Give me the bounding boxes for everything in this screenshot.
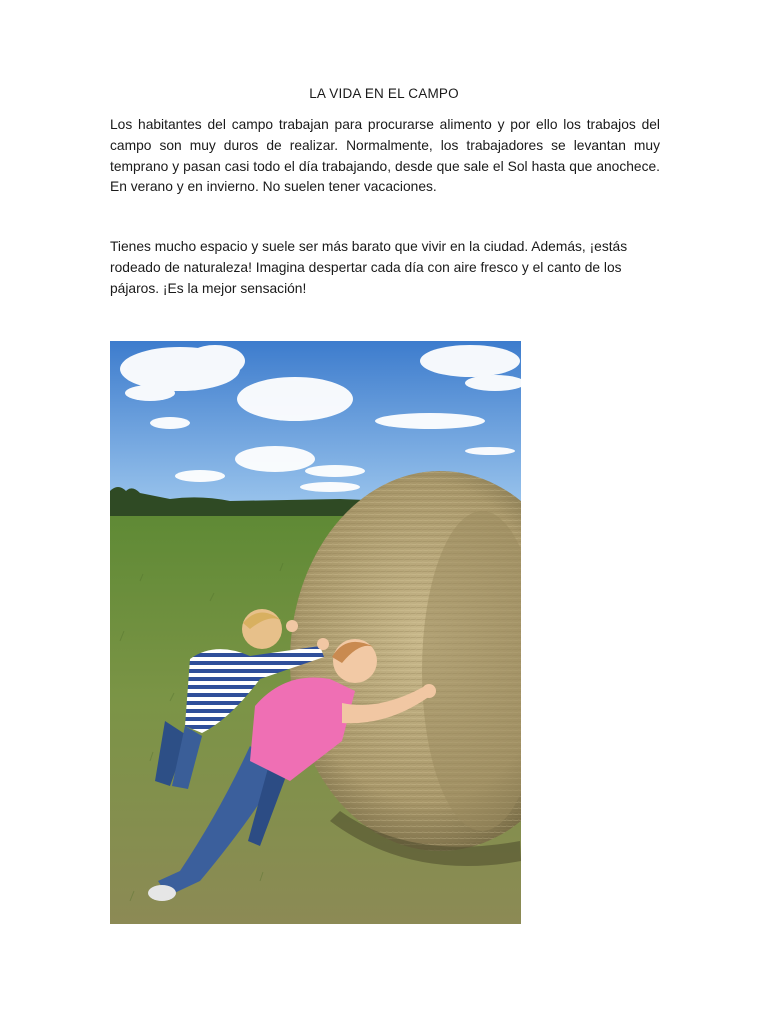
paragraph-1: Los habitantes del campo trabajan para procurarse alimento y por ello los trabajos del campo son muy duros de realizar. Normalmente, los trabajadores se levantan muy temprano y pasan casi todo el día trabajando, desde que sale el Sol hasta que anochece. En verano y en invierno. No suelen tener vacaciones. bbox=[110, 117, 660, 195]
photo-children-pushing-hay-bale bbox=[110, 341, 521, 924]
document-title: LA VIDA EN EL CAMPO bbox=[309, 86, 459, 101]
paragraph-2: Tienes mucho espacio y suele ser más barato que vivir en la ciudad. Además, ¡estás rodeado de naturaleza! Imagina despertar cada día con aire fresco y el canto de los pájaros. ¡Es la mejor sensación! bbox=[110, 239, 628, 296]
